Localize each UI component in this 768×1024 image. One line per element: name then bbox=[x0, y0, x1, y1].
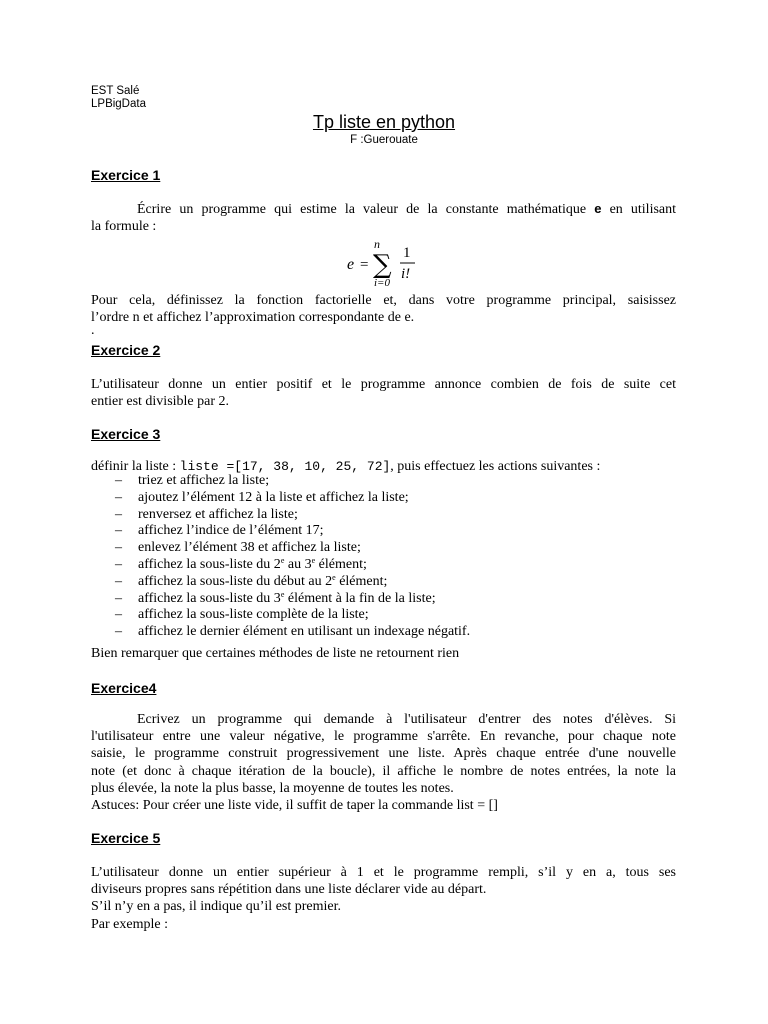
sum-symbol: ∑ bbox=[373, 250, 392, 280]
list-item: – affichez la sous-liste du 2e au 3e élément; bbox=[113, 557, 673, 574]
exercise-5-line-2: diviseurs propres sans répétition dans une liste déclarer vide au départ. bbox=[91, 882, 487, 898]
document-author: F :Guerouate bbox=[350, 134, 418, 146]
list-item: – triez et affichez la liste; bbox=[113, 473, 673, 490]
formula-equals: = bbox=[360, 257, 369, 273]
fraction-numerator: 1 bbox=[403, 245, 411, 261]
exercise-4-line-4: note (et donc à chaque itération de la boucle), il affiche le nombre de notes entrées, la note la bbox=[91, 763, 676, 779]
list-item: – affichez la sous-liste du début au 2e élément; bbox=[113, 574, 673, 591]
exercise-3-action-list bbox=[113, 473, 673, 641]
list-item: – affichez l’indice de l’élément 17; bbox=[113, 523, 673, 540]
exercise-4-line-5: plus élevée, la note la plus basse, la moyenne de toutes les notes. bbox=[91, 780, 454, 796]
exercise-4-statement bbox=[91, 711, 676, 814]
exercise-1-instr-line-1: Pour cela, définissez la fonction factorielle et, dans votre programme principal, saisissez bbox=[91, 293, 676, 308]
exercise-1-heading: Exercice 1 bbox=[91, 167, 161, 183]
constant-e: e bbox=[594, 201, 602, 216]
program-name: LPBigData bbox=[91, 98, 146, 110]
exercise-4-heading: Exercice4 bbox=[91, 680, 157, 696]
exercise-3-note: Bien remarquer que certaines méthodes de liste ne retournent rien bbox=[91, 646, 460, 661]
list-item: – enlevez l’élément 38 et affichez la liste; bbox=[113, 540, 673, 557]
sum-upper-bound: n bbox=[374, 237, 380, 251]
exercise-3-intro: définir la liste : liste =[17, 38, 10, 25, 72], puis effectuez les actions suivantes : bbox=[91, 459, 601, 474]
list-item: – affichez la sous-liste du 3e élément à la fin de la liste; bbox=[113, 591, 673, 608]
list-item: – affichez le dernier élément en utilisant un indexage négatif. bbox=[113, 624, 673, 641]
exercise-1-statement bbox=[91, 200, 676, 235]
sum-lower-bound: i=0 bbox=[374, 277, 390, 289]
exercise-1-line-2: la formule : bbox=[91, 219, 157, 235]
exercise-4-line-2: l'utilisateur entre une valeur négative, le programme s'arrête. En revanche, pour chaque note bbox=[91, 729, 676, 745]
exercise-2-line-2: entier est divisible par 2. bbox=[91, 394, 230, 410]
exercise-1-line-1: Écrire un programme qui estime la valeur de la constante mathématique e en utilisant bbox=[137, 201, 677, 217]
list-item: – renversez et affichez la liste; bbox=[113, 507, 673, 524]
list-item: – affichez la sous-liste complète de la liste; bbox=[113, 607, 673, 624]
exercise-1-instructions bbox=[91, 292, 676, 326]
exercise-3-heading: Exercice 3 bbox=[91, 426, 161, 442]
exercise-2-statement bbox=[91, 376, 676, 410]
exercise-5-line-4: Par exemple : bbox=[91, 916, 168, 932]
list-code: liste =[17, 38, 10, 25, 72] bbox=[179, 459, 391, 474]
fraction-denominator: i! bbox=[401, 266, 411, 282]
exercise-5-statement bbox=[91, 864, 676, 933]
exercise-5-line-3: S’il n’y en a pas, il indique qu’il est premier. bbox=[91, 899, 342, 915]
formula-lhs: e bbox=[347, 256, 355, 273]
exercise-5-line-1: L’utilisateur donne un entier supérieur à 1 et le programme rempli, s’il y en a, tous ses bbox=[91, 865, 676, 880]
list-item: – ajoutez l’élément 12 à la liste et affichez la liste; bbox=[113, 490, 673, 507]
exercise-2-line-1: L’utilisateur donne un entier positif et le programme annonce combien de fois de suite cet bbox=[91, 377, 676, 392]
exercise-1-instr-line-2: l’ordre n et affichez l’approximation correspondante de e. bbox=[91, 310, 415, 326]
institution-name: EST Salé bbox=[91, 85, 140, 97]
exercise-4-tip: Astuces: Pour créer une liste vide, il suffit de taper la commande list = [] bbox=[91, 798, 498, 814]
stray-dot: . bbox=[91, 323, 95, 338]
exercise-2-heading: Exercice 2 bbox=[91, 342, 161, 358]
series-formula bbox=[330, 236, 440, 290]
document-title: Tp liste en python bbox=[312, 112, 456, 132]
exercise-4-line-1: Ecrivez un programme qui demande à l'utilisateur d'entrer des notes d'élèves. Si bbox=[137, 712, 676, 727]
exercise-5-heading: Exercice 5 bbox=[91, 830, 161, 846]
exercise-4-line-3: saisie, le programme construit progressivement une liste. Après chaque entrée d'une nouvelle bbox=[91, 746, 676, 762]
